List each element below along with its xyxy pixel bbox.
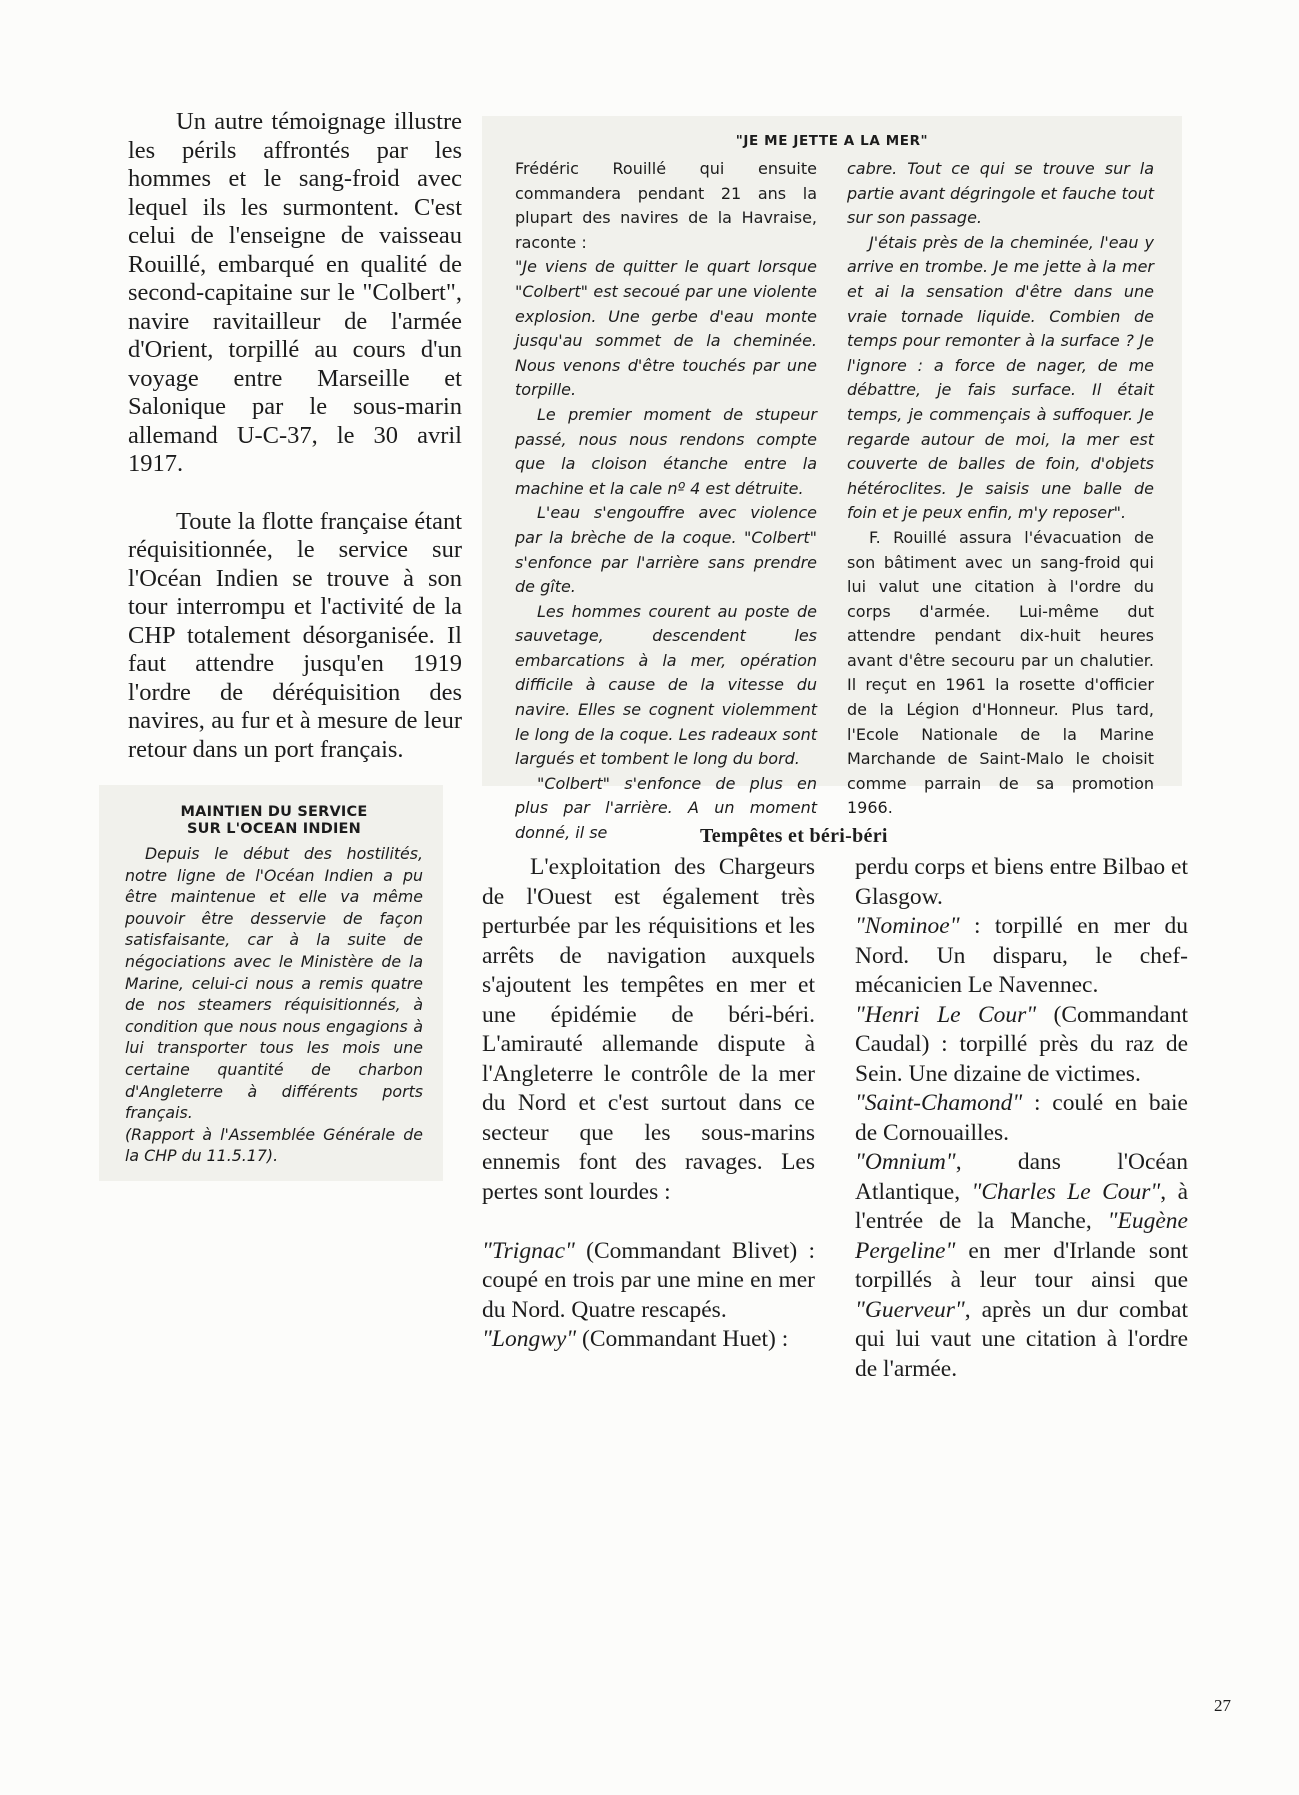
ship-nominoe: "Nominoe" : torpillé en mer du Nord. Un disparu, le chef-mécanicien Le Navennec. xyxy=(855,913,1188,998)
box-quote-5: "Colbert" s'enfonce de plus en plus par l'arrière. A un moment donné, il se xyxy=(515,773,817,843)
box-column-1 xyxy=(515,157,817,846)
ship-name-saint-chamond: "Saint-Chamond" xyxy=(855,1090,1023,1116)
section-column-1 xyxy=(482,853,815,1355)
section-column-2 xyxy=(855,853,1188,1384)
ship-longwy-cont: perdu corps et biens entre Bilbao et Glasgow. xyxy=(855,854,1188,910)
box-quote-2: Le premier moment de stupeur passé, nous nous rendons compte que la cloison étanche entre la machine et la cale nº 4 est détruite. xyxy=(515,404,817,498)
ship-name-omnium: "Omnium" xyxy=(855,1149,956,1175)
sidebar-title-line1: MAINTIEN DU SERVICE xyxy=(180,804,368,820)
sidebar-title-line2: SUR L'OCEAN INDIEN xyxy=(187,821,361,837)
ship-saint-chamond: "Saint-Chamond" : coulé en baie de Cornouailles. xyxy=(855,1090,1188,1146)
left-paragraph-fleet: Toute la flotte française étant réquisitionnée, le service sur l'Océan Indien se trouve à son tour interrompu et l'activité de la CHP totalement désorganisée. Il faut attendre jusqu'en 1919 l'ordre de déréquisition des navires, au fur et à mesure de leur retour dans un port français. xyxy=(128,507,462,763)
ship-name-charles-le-cour: "Charles Le Cour" xyxy=(971,1178,1161,1205)
ship-name-henri-le-cour: "Henri Le Cour" xyxy=(855,1001,1037,1028)
sidebar-text xyxy=(125,843,423,1167)
page-number: 27 xyxy=(1214,1696,1231,1715)
ship-omnium-group: "Omnium", dans l'Océan Atlantique, "Charles Le Cour", à l'entrée de la Manche, "Eugène Pergeline" en mer d'Irlande sont torpillés à leur tour ainsi que "Guerveur", après un dur combat qui lui vaut une citation à l'ordre de l'armée. xyxy=(855,1149,1188,1382)
ship-trignac: "Trignac" (Commandant Blivet) : coupé en trois par une mine en mer du Nord. Quatre rescapés. xyxy=(482,1237,815,1323)
box-title: "JE ME JETTE A LA MER" xyxy=(735,133,929,149)
ship-name-nominoe: "Nominoe" xyxy=(855,913,960,939)
box-intro: Frédéric Rouillé qui ensuite commandera pendant 21 ans la plupart des navires de la Havraise, raconte : xyxy=(515,159,817,252)
box-conclusion: F. Rouillé assura l'évacuation de son bâtiment avec un sang-froid qui lui valut une citation à l'ordre du corps d'armée. Lui-même dut attendre pendant dix-huit heures avant d'être secouru par un chalutier. Il reçut en 1961 la rosette d'officier de la Légion d'Honneur. Plus tard, l'Ecole Nationale de la Marine Marchande de Saint-Malo le choisit comme parrain de sa promotion 1966. xyxy=(847,527,1154,818)
box-quote-4: Les hommes courent au poste de sauvetage, descendent les embarcations à la mer, opération difficile à cause de la vitesse du navire. Elles se cognent violemment le long de la coque. Les radeaux sont largués et tombent le long du bord. xyxy=(515,601,817,769)
sidebar-quote: Depuis le début des hostilités, notre ligne de l'Océan Indien a pu être maintenue et elle va même pouvoir être desservie de façon satisfaisante, car à la suite de négociations avec le Ministère de la Marine, celui-ci nous a remis quatre de nos steamers réquisitionnés, à condition que nous nous engagions à lui transporter tous les mois une certaine quantité de charbon d'Angleterre à différents ports français. xyxy=(125,844,423,1123)
box-quote-3: L'eau s'engouffre avec violence par la brèche de la coque. "Colbert" s'enfonce par l'arrière sans prendre de gîte. xyxy=(515,503,817,597)
sidebar-title xyxy=(125,804,423,838)
ship-name-guerveur: "Guerveur" xyxy=(855,1296,965,1323)
box-quote-7: J'étais près de la cheminée, l'eau y arrive en trombe. Je me jette à la mer et ai la sensation d'être dans une vraie tornade liquide. Combien de temps pour remonter à la surface ? Je l'ignore : a force de nager, de me débattre, je fais surface. Il était temps, je commençais à suffoquer. Je regarde autour de moi, la mer est couverte de balles de foin, d'objets hétéroclites. Je saisis une balle de foin et je peux enfin, m'y reposer". xyxy=(847,232,1154,523)
ship-name-eugene-pergeline: "Eugène Pergeline" xyxy=(855,1208,1188,1264)
box-quote-6: cabre. Tout ce qui se trouve sur la partie avant dégringole et fauche tout sur son passage. xyxy=(847,159,1154,228)
box-quote-1: "Je viens de quitter le quart lorsque "Colbert" est secoué par une violente explosion. Une gerbe d'eau monte jusqu'au sommet de la cheminée. Nous venons d'être touchés par une torpille. xyxy=(515,257,817,400)
ship-name-trignac: "Trignac" xyxy=(482,1237,575,1264)
sidebar-box-maintien xyxy=(99,785,443,1181)
ship-henri-le-cour: "Henri Le Cour" (Commandant Caudal) : torpillé près du raz de Sein. Une dizaine de victimes. xyxy=(855,1001,1188,1087)
box-column-2 xyxy=(847,157,1154,821)
ship-name-longwy: "Longwy" xyxy=(482,1326,577,1352)
ship-longwy: "Longwy" (Commandant Huet) : xyxy=(482,1326,789,1352)
section-intro: L'exploitation des Chargeurs de l'Ouest est également très perturbée par les réquisitions et les arrêts de navigation auxquels s'ajoutent les tempêtes en mer et une épidémie de béri-béri. L'amirauté allemande dispute à l'Angleterre le contrôle de la mer du Nord et c'est surtout dans ce secteur que les sous-marins ennemis font des ravages. Les pertes sont lourdes : xyxy=(482,854,815,1205)
sidebar-source: (Rapport à l'Assemblée Générale de la CHP du 11.5.17). xyxy=(125,1124,423,1166)
section-title: Tempêtes et béri-béri xyxy=(700,825,888,847)
left-paragraph-colbert: Un autre témoignage illustre les périls affrontés par les hommes et le sang-froid avec lequel ils les surmontent. C'est celui de l'enseigne de vaisseau Rouillé, embarqué en qualité de second-capitaine sur le "Colbert", navire ravitailleur de l'armée d'Orient, torpillé au cours d'un voyage entre Marseille et Salonique par le sous-marin allemand U-C-37, le 30 avril 1917. xyxy=(128,108,462,477)
left-column xyxy=(128,108,462,764)
